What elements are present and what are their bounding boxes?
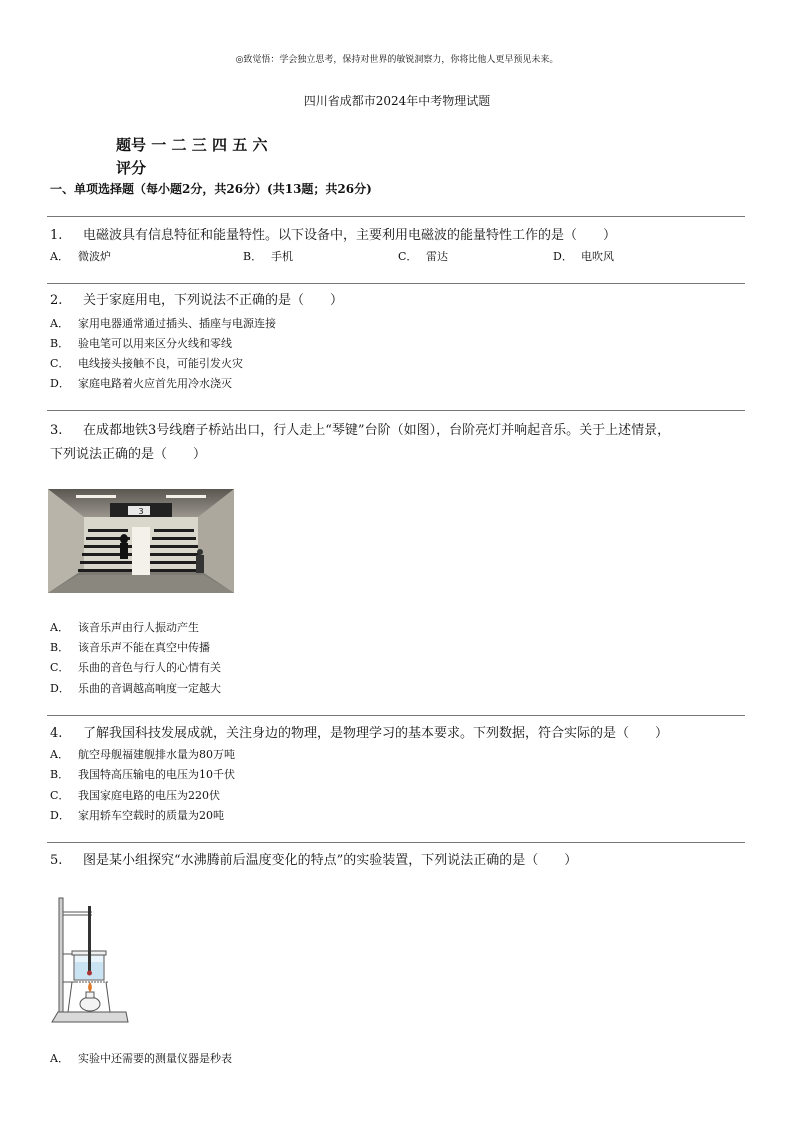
divider (47, 216, 745, 217)
question-number: 2. (50, 293, 63, 308)
option-label: A． (50, 250, 69, 263)
header-motto: ◎致觉悟：学会独立思考，保持对世界的敏锐洞察力，你将比他人更早预见未来。 (235, 55, 559, 65)
option-text: 手机 (271, 250, 293, 263)
q4-option-b (50, 767, 235, 783)
question-text: 电磁波具有信息特征和能量特性。以下设备中，主要利用电磁波的能量特性工作的是（ ） (83, 228, 617, 243)
option-text: 家用轿车空载时的质量为20吨 (78, 809, 224, 822)
option-label: A． (50, 1052, 69, 1065)
option-label: C． (50, 661, 70, 674)
divider (47, 283, 745, 284)
option-text: 微波炉 (78, 250, 111, 263)
q1-option-d (553, 249, 614, 265)
subway-stairs-photo (48, 489, 234, 593)
option-label: D． (50, 377, 70, 390)
option-label: A． (50, 317, 69, 330)
q4-option-d (50, 808, 224, 824)
question-text: 了解我国科技发展成就，关注身边的物理，是物理学习的基本要求。下列数据，符合实际的是（ ） (83, 726, 669, 741)
option-label: A． (50, 748, 69, 761)
q2-option-a (50, 316, 276, 332)
option-text: 实验中还需要的测量仪器是秒表 (78, 1052, 232, 1065)
option-text: 家用电器通常通过插头、插座与电源连接 (78, 317, 276, 330)
score-col-4: 四 (212, 136, 228, 154)
option-text: 该音乐声不能在真空中传播 (78, 641, 210, 654)
q3-option-c (50, 660, 221, 676)
option-label: C． (398, 250, 418, 263)
option-label: C． (50, 357, 70, 370)
question-4-stem (50, 722, 745, 746)
section-heading: 一、单项选择题（每小题2分，共26分）(共13题；共26分) (50, 182, 372, 196)
score-label-grade: 评分 (116, 159, 147, 177)
option-text: 我国家庭电路的电压为220伏 (78, 789, 220, 802)
question-3-stem (50, 419, 745, 467)
score-col-2: 二 (171, 136, 187, 154)
option-text: 家庭电路着火应首先用冷水浇灭 (78, 377, 232, 390)
question-text-line-1: 在成都地铁3号线磨子桥站出口，行人走上“琴键”台阶（如图），台阶亮灯并响起音乐。关于上述情景， (83, 423, 671, 438)
q2-option-b (50, 336, 232, 352)
q1-option-c (398, 249, 448, 265)
option-text: 乐曲的音调越高响度一定越大 (78, 682, 221, 695)
option-label: B． (50, 768, 70, 781)
metro-sign-number: 3 (138, 507, 144, 516)
option-label: B． (50, 337, 70, 350)
score-col-5: 五 (232, 136, 248, 154)
option-text: 乐曲的音色与行人的心情有关 (78, 661, 221, 674)
option-label: D． (553, 250, 573, 263)
score-row-grade (116, 157, 726, 178)
q1-option-a (50, 249, 111, 265)
option-text: 航空母舰福建舰排水量为80万吨 (78, 748, 235, 761)
q2-option-c (50, 356, 243, 372)
option-text: 雷达 (426, 250, 448, 263)
option-text: 电线接头接触不良，可能引发火灾 (78, 357, 243, 370)
q3-option-a (50, 620, 199, 636)
question-text-line-2: 下列说法正确的是（ ） (50, 447, 207, 462)
q5-option-a (50, 1051, 232, 1067)
q4-option-a (50, 747, 235, 763)
score-col-1: 一 (151, 136, 167, 154)
q4-option-c (50, 788, 220, 804)
question-1-stem (50, 224, 745, 248)
option-text: 该音乐声由行人振动产生 (78, 621, 199, 634)
score-col-3: 三 (191, 136, 207, 154)
question-text: 关于家庭用电，下列说法不正确的是（ ） (83, 293, 344, 308)
q3-option-d (50, 681, 221, 697)
question-number: 5. (50, 853, 63, 868)
question-5-stem (50, 849, 745, 873)
option-label: A． (50, 621, 69, 634)
q3-option-b (50, 640, 210, 656)
divider (47, 410, 745, 411)
score-col-6: 六 (252, 136, 268, 154)
question-number: 3. (50, 423, 63, 438)
question-text: 图是某小组探究“水沸腾前后温度变化的特点”的实验装置，下列说法正确的是（ ） (83, 853, 578, 868)
option-text: 电吹风 (581, 250, 614, 263)
option-label: C． (50, 789, 70, 802)
q1-option-b (243, 249, 293, 265)
question-number: 4. (50, 726, 63, 741)
option-text: 验电笔可以用来区分火线和零线 (78, 337, 232, 350)
divider (47, 715, 745, 716)
option-label: D． (50, 682, 70, 695)
divider (47, 842, 745, 843)
score-row-number (116, 134, 726, 155)
option-label: B． (50, 641, 70, 654)
q2-option-d (50, 376, 232, 392)
question-2-stem (50, 289, 745, 313)
page-title: 四川省成都市2024年中考物理试题 (303, 94, 491, 108)
score-label-number: 题号 (116, 136, 147, 154)
boiling-apparatus-diagram (50, 896, 130, 1026)
option-label: D． (50, 809, 70, 822)
question-number: 1. (50, 228, 63, 243)
option-label: B． (243, 250, 263, 263)
option-text: 我国特高压输电的电压为10千伏 (78, 768, 235, 781)
